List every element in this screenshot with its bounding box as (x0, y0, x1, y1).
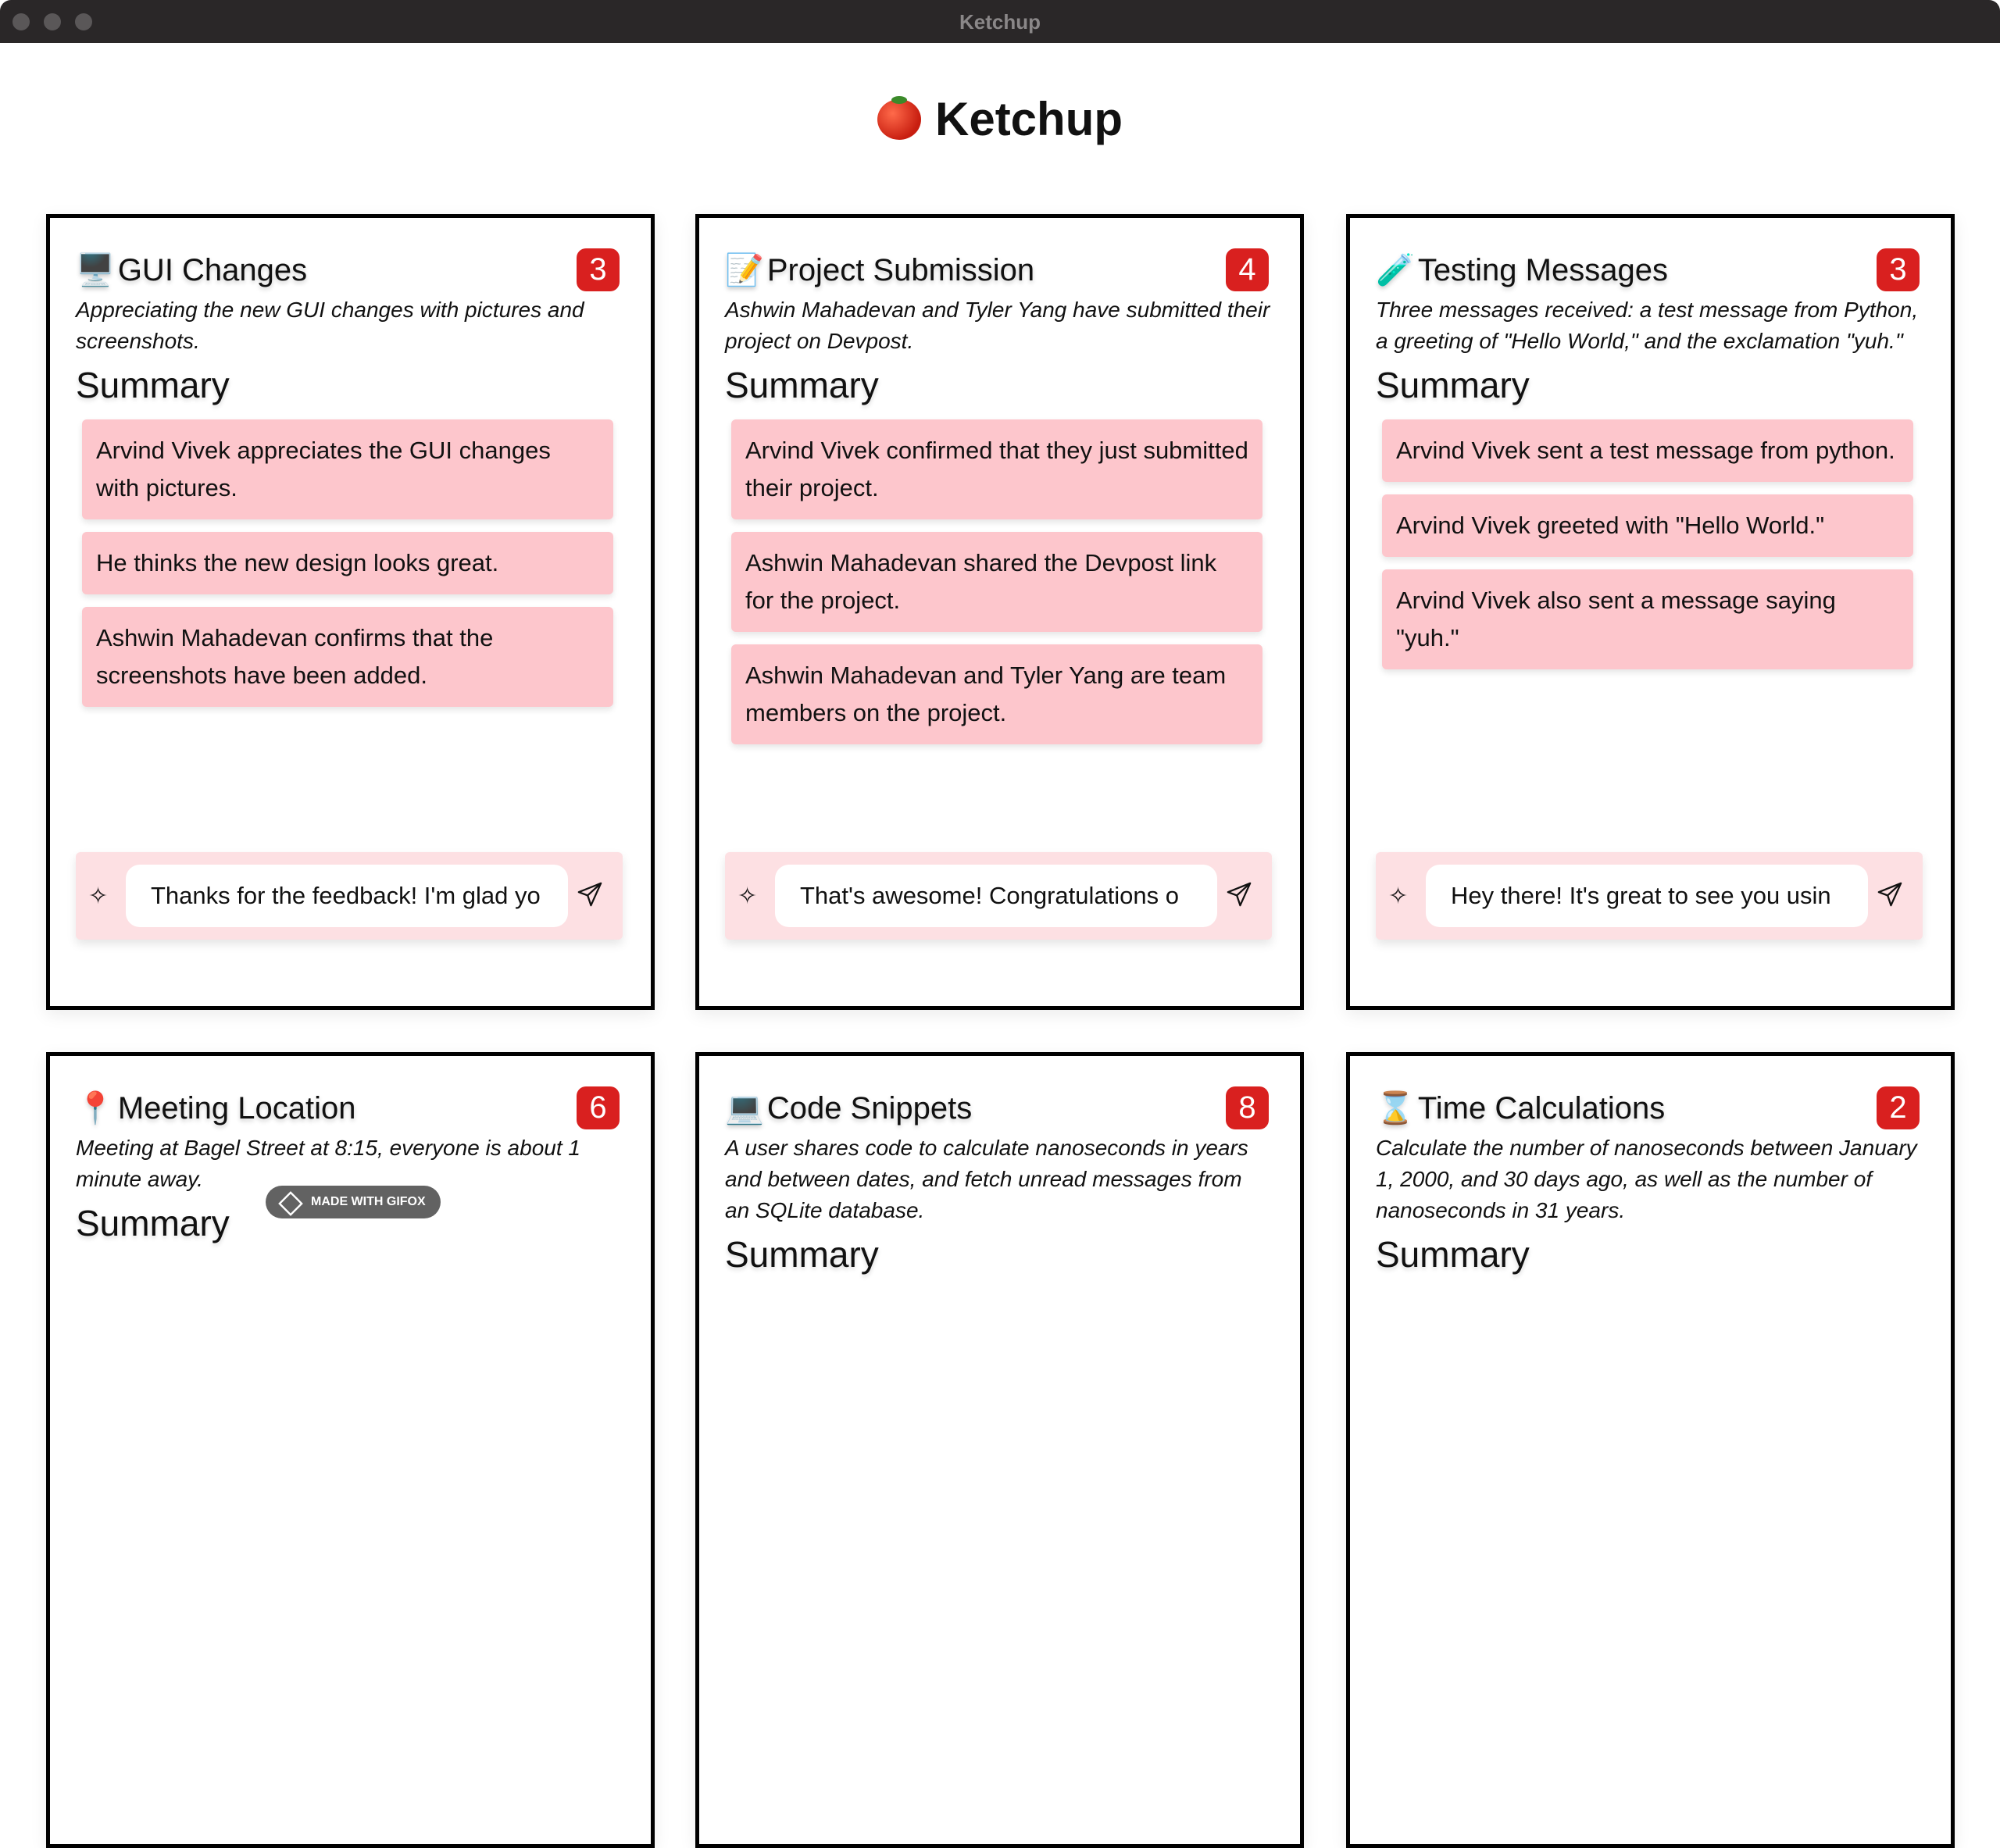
summary-heading: Summary (725, 1234, 879, 1275)
topic-card (695, 214, 1304, 1010)
topic-emoji-icon: 💻 (725, 1090, 764, 1126)
card-description: Calculate the number of nanoseconds between January 1, 2000, and 30 days ago, as well as the number of nanoseconds in 31 years. (1376, 1136, 1917, 1222)
summary-item: He thinks the new design looks great. (82, 532, 613, 594)
summary-item: Ashwin Mahadevan confirms that the screenshots have been added. (82, 607, 613, 707)
tomato-icon (877, 99, 921, 140)
summary-list (725, 407, 1272, 852)
card-title: Meeting Location (117, 1090, 356, 1126)
unread-count-badge: 4 (1226, 248, 1269, 291)
topic-card (46, 214, 655, 1010)
summary-heading: Summary (725, 365, 879, 405)
send-icon (577, 881, 603, 908)
card-title: Code Snippets (766, 1090, 973, 1126)
summary-item: Arvind Vivek appreciates the GUI changes with pictures. (82, 419, 613, 519)
card-description: Ashwin Mahadevan and Tyler Yang have submitted their project on Devpost. (725, 298, 1270, 353)
summary-heading: Summary (1376, 1234, 1530, 1275)
topic-emoji-icon: ⌛ (1376, 1090, 1415, 1126)
card-header (76, 246, 623, 293)
topic-emoji-icon: 📍 (76, 1090, 115, 1126)
unread-count-badge: 8 (1226, 1086, 1269, 1129)
send-button[interactable] (568, 881, 612, 912)
summary-item: Arvind Vivek confirmed that they just submitted their project. (731, 419, 1262, 519)
reply-input[interactable]: Thanks for the feedback! I'm glad yo (126, 865, 568, 927)
send-button[interactable] (1217, 881, 1261, 912)
topic-card (46, 1052, 655, 1848)
topic-emoji-icon: 📝 (725, 252, 764, 287)
topic-card (695, 1052, 1304, 1848)
summary-list (76, 407, 623, 852)
sparkles-icon[interactable]: ✧ (1388, 883, 1409, 909)
unread-count-badge: 3 (577, 248, 620, 291)
card-title: Time Calculations (1417, 1090, 1666, 1126)
gifox-watermark: MADE WITH GIFOX (266, 1186, 441, 1218)
app-title (0, 92, 2000, 146)
card-description: Meeting at Bagel Street at 8:15, everyone is about 1 minute away. (76, 1136, 580, 1191)
unread-count-badge: 6 (577, 1086, 620, 1129)
reply-bar (725, 852, 1272, 940)
card-title: Project Submission (766, 252, 1035, 287)
app-title-text: Ketchup (935, 93, 1123, 145)
topic-emoji-icon: 🖥️ (76, 252, 115, 287)
sparkles-icon[interactable]: ✧ (738, 883, 758, 909)
card-description: Three messages received: a test message from Python, a greeting of "Hello World," and the exclamation "yuh." (1376, 298, 1919, 353)
summary-item: Ashwin Mahadevan shared the Devpost link for the project. (731, 532, 1262, 632)
summary-item: Arvind Vivek sent a test message from python. (1382, 419, 1913, 482)
card-description: A user shares code to calculate nanoseconds in years and between dates, and fetch unread messages from an SQLite database. (725, 1136, 1248, 1222)
unread-count-badge: 2 (1877, 1086, 1920, 1129)
summary-item: Ashwin Mahadevan and Tyler Yang are team members on the project. (731, 644, 1262, 744)
card-description: Appreciating the new GUI changes with pictures and screenshots. (76, 298, 584, 353)
card-title: Testing Messages (1417, 252, 1668, 287)
card-header (1376, 246, 1923, 293)
card-title: GUI Changes (117, 252, 308, 287)
send-icon (1877, 881, 1903, 908)
reply-bar (76, 852, 623, 940)
topic-card (1346, 214, 1955, 1010)
card-header (1376, 1084, 1923, 1131)
summary-item: Arvind Vivek also sent a message saying "yuh." (1382, 569, 1913, 669)
reply-bar (1376, 852, 1923, 940)
card-header (76, 1084, 623, 1131)
card-header (725, 1084, 1272, 1131)
summary-heading: Summary (76, 365, 230, 405)
sparkles-icon[interactable]: ✧ (88, 883, 109, 909)
summary-heading: Summary (76, 1203, 230, 1243)
summary-item: Arvind Vivek greeted with "Hello World." (1382, 494, 1913, 557)
reply-input[interactable]: Hey there! It's great to see you usin (1426, 865, 1868, 927)
summary-heading: Summary (1376, 365, 1530, 405)
topic-card (1346, 1052, 1955, 1848)
card-header (725, 246, 1272, 293)
topic-emoji-icon: 🧪 (1376, 252, 1415, 287)
send-button[interactable] (1868, 881, 1912, 912)
send-icon (1226, 881, 1252, 908)
window-titlebar (0, 0, 2000, 43)
reply-input[interactable]: That's awesome! Congratulations o (775, 865, 1217, 927)
unread-count-badge: 3 (1877, 248, 1920, 291)
window-title: Ketchup (959, 10, 1041, 34)
summary-list (1376, 407, 1923, 852)
